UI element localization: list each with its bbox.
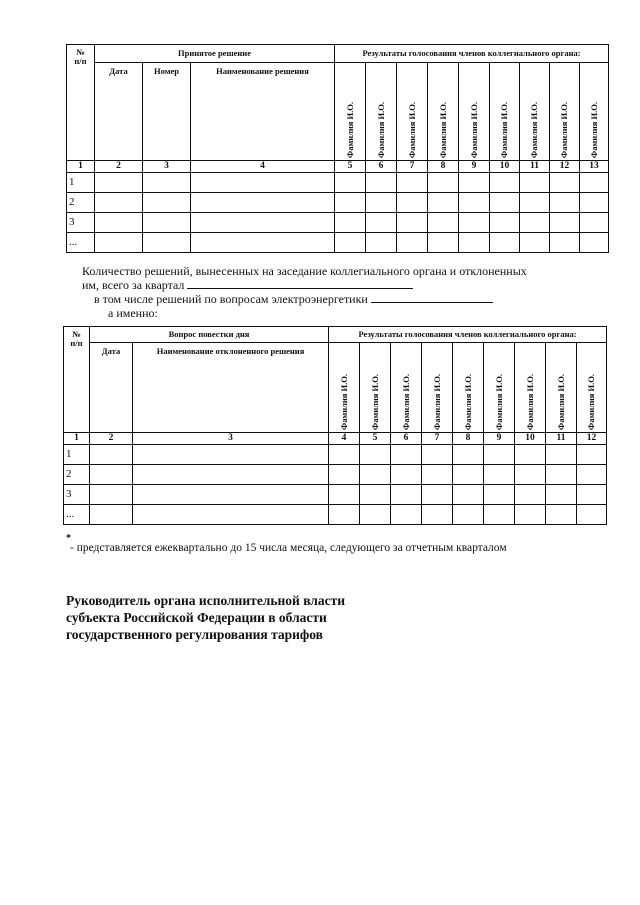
table-row xyxy=(67,233,609,253)
table-row xyxy=(64,445,607,465)
column-number: 12 xyxy=(550,161,580,173)
table-row xyxy=(64,485,607,505)
rejected-table xyxy=(63,326,607,525)
row-label: 2 xyxy=(64,465,90,485)
member-header: Фамилия И.О. xyxy=(397,63,428,161)
rejected-count-line xyxy=(82,264,527,278)
col-header-question: Вопрос повестки дня xyxy=(90,327,329,343)
signatory-title xyxy=(66,592,345,643)
member-header: Фамилия И.О. xyxy=(490,63,520,161)
member-header: Фамилия И.О. xyxy=(484,343,515,433)
electro-label: в том числе решений по вопросам электроэнергетики xyxy=(94,292,368,306)
column-number: 12 xyxy=(577,433,607,445)
col-header-number-doc: Номер xyxy=(143,63,191,161)
member-header: Фамилия И.О. xyxy=(366,63,397,161)
column-number: 7 xyxy=(397,161,428,173)
signatory-line: государственного регулирования тарифов xyxy=(66,627,323,642)
column-number: 7 xyxy=(422,433,453,445)
column-number: 11 xyxy=(546,433,577,445)
column-number: 3 xyxy=(133,433,329,445)
col-header-decision: Принятое решение xyxy=(95,45,335,63)
electro-blank[interactable] xyxy=(371,292,493,303)
col-header-decision-name: Наименование решения xyxy=(191,63,335,161)
table-row xyxy=(67,193,609,213)
signatory-line: Руководитель органа исполнительной власти xyxy=(66,593,346,608)
col-header-date: Дата xyxy=(90,343,133,433)
column-number: 5 xyxy=(360,433,391,445)
member-header: Фамилия И.О. xyxy=(453,343,484,433)
namely-line xyxy=(108,306,158,320)
col-header-date: Дата xyxy=(95,63,143,161)
column-number: 6 xyxy=(366,161,397,173)
column-number: 5 xyxy=(335,161,366,173)
column-number: 13 xyxy=(580,161,609,173)
member-header: Фамилия И.О. xyxy=(428,63,459,161)
column-number: 9 xyxy=(484,433,515,445)
col-header-voting-results: Результаты голосования членов коллегиального органа: xyxy=(335,45,609,63)
rejected-total-blank[interactable] xyxy=(187,278,413,289)
column-number: 10 xyxy=(515,433,546,445)
member-header: Фамилия И.О. xyxy=(550,63,580,161)
column-number: 10 xyxy=(490,161,520,173)
row-label: 3 xyxy=(67,213,95,233)
column-number: 9 xyxy=(459,161,490,173)
column-number-row xyxy=(64,433,607,445)
member-header: Фамилия И.О. xyxy=(360,343,391,433)
member-header: Фамилия И.О. xyxy=(459,63,490,161)
row-label: 2 xyxy=(67,193,95,213)
table-row xyxy=(67,173,609,193)
rejected-total-line xyxy=(82,278,413,292)
row-label: 1 xyxy=(64,445,90,465)
member-header: Фамилия И.О. xyxy=(520,63,550,161)
column-number: 1 xyxy=(67,161,95,173)
row-label: 3 xyxy=(64,485,90,505)
namely-label: а именно: xyxy=(108,306,158,320)
row-label: 1 xyxy=(67,173,95,193)
member-header: Фамилия И.О. xyxy=(577,343,607,433)
member-header: Фамилия И.О. xyxy=(329,343,360,433)
column-number: 8 xyxy=(453,433,484,445)
column-number: 2 xyxy=(90,433,133,445)
column-number: 6 xyxy=(391,433,422,445)
decisions-table xyxy=(66,44,609,253)
member-header: Фамилия И.О. xyxy=(335,63,366,161)
column-number: 4 xyxy=(329,433,360,445)
rejected-count-text: Количество решений, вынесенных на заседание коллегиального органа и отклоненных xyxy=(82,264,527,278)
column-number: 8 xyxy=(428,161,459,173)
column-number: 3 xyxy=(143,161,191,173)
rejected-total-label: им, всего за квартал xyxy=(82,278,185,292)
table-row xyxy=(64,505,607,525)
table-row xyxy=(67,213,609,233)
row-label: ... xyxy=(67,233,95,253)
member-header: Фамилия И.О. xyxy=(546,343,577,433)
member-header: Фамилия И.О. xyxy=(580,63,609,161)
column-number: 11 xyxy=(520,161,550,173)
footnote-text: - представляется ежеквартально до 15 числа месяца, следующего за отчетным кварталом xyxy=(70,542,507,554)
col-header-number: № п/п xyxy=(64,327,90,433)
member-header: Фамилия И.О. xyxy=(391,343,422,433)
column-number: 1 xyxy=(64,433,90,445)
electro-line xyxy=(94,292,493,306)
member-header: Фамилия И.О. xyxy=(515,343,546,433)
column-number: 2 xyxy=(95,161,143,173)
footnote-mark: * xyxy=(66,533,71,544)
col-header-voting-results: Результаты голосования членов коллегиального органа: xyxy=(329,327,607,343)
column-number: 4 xyxy=(191,161,335,173)
member-header: Фамилия И.О. xyxy=(422,343,453,433)
table-row xyxy=(64,465,607,485)
col-header-number: № п/п xyxy=(67,45,95,161)
signatory-line: субъекта Российской Федерации в области xyxy=(66,610,327,625)
row-label: ... xyxy=(64,505,90,525)
col-header-rejected-name: Наименование отклоненного решения xyxy=(133,343,329,433)
column-number-row xyxy=(67,161,609,173)
